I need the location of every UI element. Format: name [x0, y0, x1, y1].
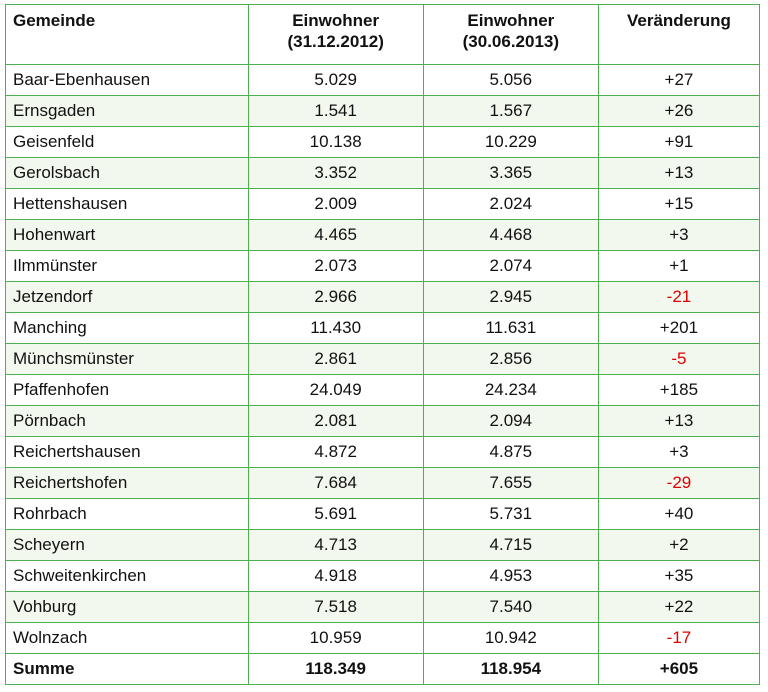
- pop-2013-cell: 3.365: [423, 158, 598, 189]
- table-row: [6, 282, 760, 313]
- change-cell: +22: [598, 592, 759, 623]
- change-cell: +3: [598, 437, 759, 468]
- table-footer: [6, 654, 760, 685]
- pop-2012-cell: 7.684: [248, 468, 423, 499]
- pop-2013-cell: 2.856: [423, 344, 598, 375]
- pop-2013-cell: 7.655: [423, 468, 598, 499]
- header-pop-2013-line2: (30.06.2013): [462, 32, 560, 51]
- pop-2012-cell: 11.430: [248, 313, 423, 344]
- header-municipality: Gemeinde: [6, 5, 249, 65]
- table-row: [6, 375, 760, 406]
- municipality-cell: Baar-Ebenhausen: [6, 65, 249, 96]
- pop-2013-cell: 4.953: [423, 561, 598, 592]
- pop-2013-cell: 2.024: [423, 189, 598, 220]
- header-pop-2012: [248, 5, 423, 65]
- total-pop-2013: 118.954: [423, 654, 598, 685]
- table-row: [6, 127, 760, 158]
- table-body: [6, 65, 760, 654]
- pop-2012-cell: 2.009: [248, 189, 423, 220]
- pop-2012-cell: 4.465: [248, 220, 423, 251]
- municipality-cell: Reichertshofen: [6, 468, 249, 499]
- pop-2013-cell: 2.074: [423, 251, 598, 282]
- table-row: [6, 65, 760, 96]
- pop-2013-cell: 4.875: [423, 437, 598, 468]
- change-cell: +40: [598, 499, 759, 530]
- pop-2013-cell: 5.056: [423, 65, 598, 96]
- table-row: [6, 313, 760, 344]
- pop-2012-cell: 2.966: [248, 282, 423, 313]
- change-cell: -29: [598, 468, 759, 499]
- table-row: [6, 189, 760, 220]
- municipality-cell: Rohrbach: [6, 499, 249, 530]
- table-header: [6, 5, 760, 65]
- pop-2013-cell: 5.731: [423, 499, 598, 530]
- change-cell: +27: [598, 65, 759, 96]
- municipality-cell: Pfaffenhofen: [6, 375, 249, 406]
- table-row: [6, 96, 760, 127]
- pop-2012-cell: 2.861: [248, 344, 423, 375]
- pop-2013-cell: 7.540: [423, 592, 598, 623]
- header-pop-2013-line1: Einwohner: [467, 11, 555, 30]
- header-pop-2013: [423, 5, 598, 65]
- municipality-cell: Jetzendorf: [6, 282, 249, 313]
- change-cell: +1: [598, 251, 759, 282]
- municipality-cell: Scheyern: [6, 530, 249, 561]
- municipality-cell: Gerolsbach: [6, 158, 249, 189]
- municipality-cell: Manching: [6, 313, 249, 344]
- total-row: [6, 654, 760, 685]
- population-table: [5, 4, 760, 685]
- pop-2012-cell: 10.959: [248, 623, 423, 654]
- pop-2012-cell: 7.518: [248, 592, 423, 623]
- pop-2012-cell: 2.081: [248, 406, 423, 437]
- pop-2012-cell: 4.918: [248, 561, 423, 592]
- municipality-cell: Ernsgaden: [6, 96, 249, 127]
- change-cell: +2: [598, 530, 759, 561]
- table-row: [6, 220, 760, 251]
- header-change: Veränderung: [598, 5, 759, 65]
- header-pop-2012-line1: Einwohner: [292, 11, 380, 30]
- change-cell: -17: [598, 623, 759, 654]
- total-change: +605: [598, 654, 759, 685]
- pop-2012-cell: 24.049: [248, 375, 423, 406]
- header-pop-2012-line2: (31.12.2012): [287, 32, 384, 51]
- pop-2013-cell: 1.567: [423, 96, 598, 127]
- municipality-cell: Reichertshausen: [6, 437, 249, 468]
- population-table-container: [5, 4, 760, 685]
- municipality-cell: Schweitenkirchen: [6, 561, 249, 592]
- pop-2012-cell: 4.713: [248, 530, 423, 561]
- pop-2012-cell: 2.073: [248, 251, 423, 282]
- table-row: [6, 437, 760, 468]
- municipality-cell: Ilmmünster: [6, 251, 249, 282]
- pop-2012-cell: 10.138: [248, 127, 423, 158]
- change-cell: -5: [598, 344, 759, 375]
- change-cell: +15: [598, 189, 759, 220]
- pop-2013-cell: 4.468: [423, 220, 598, 251]
- table-row: [6, 251, 760, 282]
- table-row: [6, 344, 760, 375]
- pop-2012-cell: 5.691: [248, 499, 423, 530]
- pop-2012-cell: 4.872: [248, 437, 423, 468]
- pop-2012-cell: 1.541: [248, 96, 423, 127]
- change-cell: +35: [598, 561, 759, 592]
- change-cell: +13: [598, 158, 759, 189]
- pop-2013-cell: 24.234: [423, 375, 598, 406]
- pop-2013-cell: 10.942: [423, 623, 598, 654]
- table-row: [6, 158, 760, 189]
- header-row: [6, 5, 760, 65]
- municipality-cell: Münchsmünster: [6, 344, 249, 375]
- change-cell: +185: [598, 375, 759, 406]
- change-cell: -21: [598, 282, 759, 313]
- municipality-cell: Hettenshausen: [6, 189, 249, 220]
- total-pop-2012: 118.349: [248, 654, 423, 685]
- change-cell: +26: [598, 96, 759, 127]
- pop-2013-cell: 11.631: [423, 313, 598, 344]
- table-row: [6, 530, 760, 561]
- table-row: [6, 592, 760, 623]
- change-cell: +91: [598, 127, 759, 158]
- municipality-cell: Hohenwart: [6, 220, 249, 251]
- table-row: [6, 468, 760, 499]
- change-cell: +13: [598, 406, 759, 437]
- pop-2013-cell: 10.229: [423, 127, 598, 158]
- municipality-cell: Pörnbach: [6, 406, 249, 437]
- pop-2012-cell: 3.352: [248, 158, 423, 189]
- table-row: [6, 623, 760, 654]
- municipality-cell: Vohburg: [6, 592, 249, 623]
- change-cell: +3: [598, 220, 759, 251]
- pop-2013-cell: 2.945: [423, 282, 598, 313]
- table-row: [6, 561, 760, 592]
- table-row: [6, 499, 760, 530]
- municipality-cell: Wolnzach: [6, 623, 249, 654]
- municipality-cell: Geisenfeld: [6, 127, 249, 158]
- total-label: Summe: [6, 654, 249, 685]
- table-row: [6, 406, 760, 437]
- pop-2013-cell: 2.094: [423, 406, 598, 437]
- change-cell: +201: [598, 313, 759, 344]
- pop-2013-cell: 4.715: [423, 530, 598, 561]
- pop-2012-cell: 5.029: [248, 65, 423, 96]
